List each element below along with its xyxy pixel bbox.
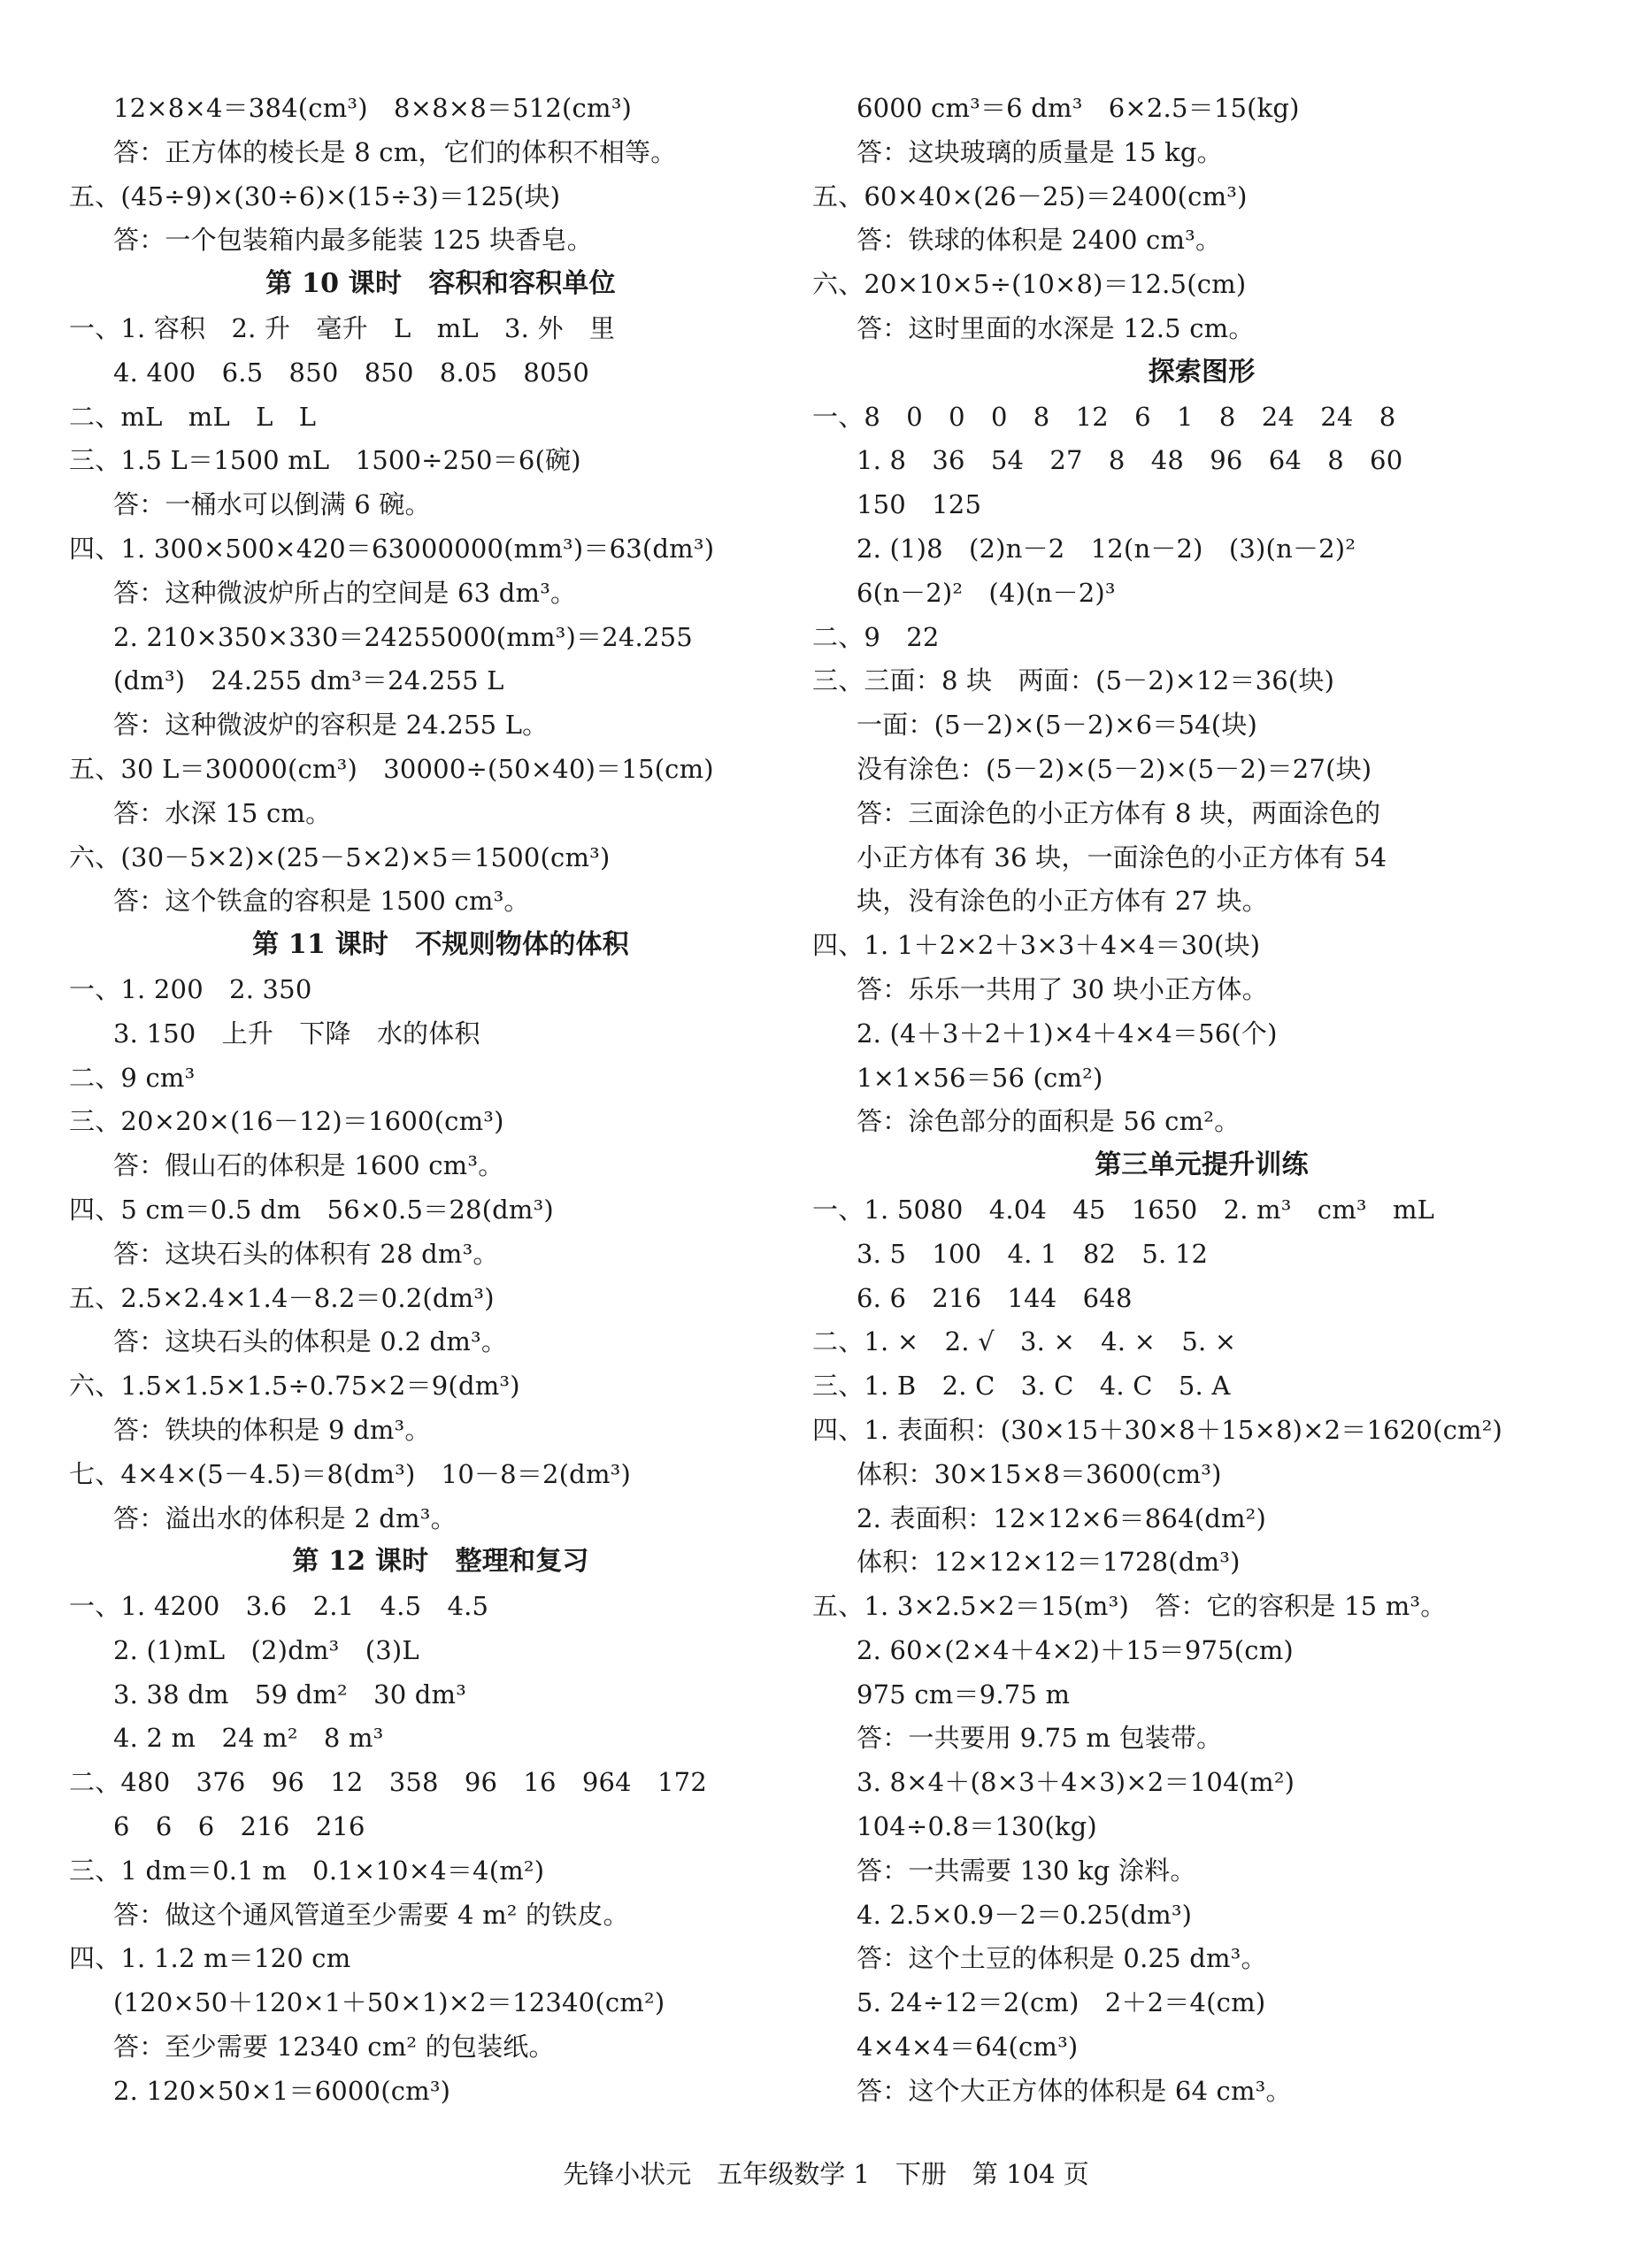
answer-line: 七、4×4×(5－4.5)＝8(dm³) 10－8＝2(dm³) xyxy=(69,1458,631,1489)
answer-line: 2. 210×350×330＝24255000(mm³)＝24.255 xyxy=(113,621,693,652)
answer-line: 一、1. 4200 3.6 2.1 4.5 4.5 xyxy=(69,1591,489,1622)
answer-line: 3. 150 上升 下降 水的体积 xyxy=(113,1018,480,1049)
answer-line: 五、30 L＝30000(cm³) 30000÷(50×40)＝15(cm) xyxy=(69,753,714,784)
answer-line: 体积：12×12×12＝1728(dm³) xyxy=(857,1547,1241,1578)
answer-line: 三、1 dm＝0.1 m 0.1×10×4＝4(m²) xyxy=(69,1855,545,1886)
answer-line: 五、(45÷9)×(30÷6)×(15÷3)＝125(块) xyxy=(69,181,561,211)
answer-line: 2. (4＋3＋2＋1)×4＋4×4＝56(个) xyxy=(857,1018,1278,1049)
answer-line: 2. 120×50×1＝6000(cm³) xyxy=(113,2075,451,2106)
answer-line: 2. (1)mL (2)dm³ (3)L xyxy=(113,1634,419,1665)
answer-line: 4. 2.5×0.9－2＝0.25(dm³) xyxy=(857,1899,1193,1930)
answer-line: 六、1.5×1.5×1.5÷0.75×2＝9(dm³) xyxy=(69,1371,520,1402)
section-heading: 第 12 课时 整理和复习 xyxy=(292,1546,589,1578)
left-column xyxy=(69,86,812,2113)
section-heading: 第 11 课时 不规则物体的体积 xyxy=(252,929,629,961)
answer-line: 4. 400 6.5 850 850 8.05 8050 xyxy=(113,357,590,388)
answer-line: 一、1. 200 2. 350 xyxy=(69,973,312,1004)
section-heading: 第 10 课时 容积和容积单位 xyxy=(265,268,616,300)
answer-line: 三、1. B 2. C 3. C 4. C 5. A xyxy=(812,1371,1231,1402)
answer-line: 六、(30－5×2)×(25－5×2)×5＝1500(cm³) xyxy=(69,841,611,872)
answer-line: 答：这块石头的体积是 0.2 dm³。 xyxy=(113,1326,508,1357)
answer-line: 975 cm＝9.75 m xyxy=(857,1679,1071,1710)
answer-line: 答：乐乐一共用了 30 块小正方体。 xyxy=(857,973,1268,1004)
answer-line: 六、20×10×5÷(10×8)＝12.5(cm) xyxy=(812,269,1247,300)
answer-line: 一、1. 5080 4.04 45 1650 2. m³ cm³ mL xyxy=(812,1194,1435,1225)
answer-line: 104÷0.8＝130(kg) xyxy=(857,1811,1097,1842)
answer-line: 答：铁球的体积是 2400 cm³。 xyxy=(857,225,1222,256)
answer-line: 二、9 22 xyxy=(812,621,940,652)
answer-line: 一、8 0 0 0 8 12 6 1 8 24 24 8 xyxy=(812,401,1396,432)
section-heading: 第三单元提升训练 xyxy=(1095,1149,1309,1181)
answer-line: 体积：30×15×8＝3600(cm³) xyxy=(857,1458,1222,1489)
answer-line: 四、1. 300×500×420＝63000000(mm³)＝63(dm³) xyxy=(69,533,715,564)
answer-line: 答：涂色部分的面积是 56 cm²。 xyxy=(857,1106,1241,1137)
answer-line: 3. 38 dm 59 dm² 30 dm³ xyxy=(113,1679,467,1710)
answer-line: 6 6 6 216 216 xyxy=(113,1811,365,1842)
right-column xyxy=(812,86,1591,2113)
answer-line: 二、9 cm³ xyxy=(69,1062,196,1093)
answer-line: 没有涂色：(5－2)×(5－2)×(5－2)＝27(块) xyxy=(857,753,1372,784)
answer-line: (dm³) 24.255 dm³＝24.255 L xyxy=(113,665,504,696)
answer-line: 6. 6 216 144 648 xyxy=(857,1282,1133,1313)
answer-line: 6(n－2)² (4)(n－2)³ xyxy=(857,577,1116,608)
answer-line: 答：这种微波炉所占的空间是 63 dm³。 xyxy=(113,577,577,608)
answer-line: 答：一个包装箱内最多能装 125 块香皂。 xyxy=(113,225,593,256)
answer-line: 四、5 cm＝0.5 dm 56×0.5＝28(dm³) xyxy=(69,1194,554,1225)
answer-line: 答：正方体的棱长是 8 cm，它们的体积不相等。 xyxy=(113,136,677,167)
answer-line: 12×8×4＝384(cm³) 8×8×8＝512(cm³) xyxy=(113,93,633,123)
answer-line: 2. (1)8 (2)n－2 12(n－2) (3)(n－2)² xyxy=(857,533,1356,564)
answer-line: 三、20×20×(16－12)＝1600(cm³) xyxy=(69,1106,504,1137)
answer-line: 答：这个铁盒的容积是 1500 cm³。 xyxy=(113,886,530,917)
answer-line: 答：这个大正方体的体积是 64 cm³。 xyxy=(857,2075,1292,2106)
answer-line: 二、1. × 2. √ 3. × 4. × 5. × xyxy=(812,1326,1237,1357)
answer-line: 二、480 376 96 12 358 96 16 964 172 xyxy=(69,1767,707,1798)
answer-line: 答：这块玻璃的质量是 15 kg。 xyxy=(857,136,1223,167)
answer-line: 2. 60×(2×4＋4×2)＋15＝975(cm) xyxy=(857,1634,1294,1665)
answer-line: 答：一桶水可以倒满 6 碗。 xyxy=(113,489,431,520)
answer-line: 小正方体有 36 块，一面涂色的小正方体有 54 xyxy=(857,841,1387,872)
answer-line: 块，没有涂色的小正方体有 27 块。 xyxy=(857,886,1268,917)
answer-line: 答：这个土豆的体积是 0.25 dm³。 xyxy=(857,1943,1267,1974)
answer-line: 五、2.5×2.4×1.4－8.2＝0.2(dm³) xyxy=(69,1282,495,1313)
answer-line: 四、1. 表面积：(30×15＋30×8＋15×8)×2＝1620(cm²) xyxy=(812,1414,1503,1445)
answer-line: 4×4×4＝64(cm³) xyxy=(857,2032,1079,2063)
answer-line: 答：这时里面的水深是 12.5 cm。 xyxy=(857,312,1255,343)
answer-line: 一、1. 容积 2. 升 毫升 L mL 3. 外 里 xyxy=(69,312,616,343)
answer-line: 150 125 xyxy=(857,489,982,520)
answer-line: 五、60×40×(26－25)＝2400(cm³) xyxy=(812,181,1248,211)
answer-line: 三、1.5 L＝1500 mL 1500÷250＝6(碗) xyxy=(69,445,581,476)
answer-line: 答：做这个通风管道至少需要 4 m² 的铁皮。 xyxy=(113,1899,629,1930)
section-heading: 探索图形 xyxy=(1148,356,1256,388)
answer-line: 答：一共要用 9.75 m 包装带。 xyxy=(857,1723,1223,1754)
answer-line: 一面：(5－2)×(5－2)×6＝54(块) xyxy=(857,710,1258,741)
answer-line: 答：溢出水的体积是 2 dm³。 xyxy=(113,1502,457,1533)
page-footer: 先锋小状元 五年级数学 1 下册 第 104 页 xyxy=(563,2159,1089,2189)
answer-line: 答：这种微波炉的容积是 24.255 L。 xyxy=(113,710,549,741)
answer-line: 5. 24÷12＝2(cm) 2＋2＝4(cm) xyxy=(857,1987,1266,2018)
answer-line: 3. 8×4＋(8×3＋4×3)×2＝104(m²) xyxy=(857,1767,1295,1798)
answer-line: 4. 2 m 24 m² 8 m³ xyxy=(113,1723,384,1754)
answer-line: 二、mL mL L L xyxy=(69,401,317,432)
answer-line: 四、1. 1＋2×2＋3×3＋4×4＝30(块) xyxy=(812,930,1261,961)
answer-line: 答：这块石头的体积有 28 dm³。 xyxy=(113,1238,499,1269)
answer-line: 2. 表面积：12×12×6＝864(dm²) xyxy=(857,1502,1267,1533)
answer-line: (120×50＋120×1＋50×1)×2＝12340(cm²) xyxy=(113,1987,665,2018)
answer-line: 1×1×56＝56 (cm²) xyxy=(857,1062,1103,1093)
answer-line: 五、1. 3×2.5×2＝15(m³) 答：它的容积是 15 m³。 xyxy=(812,1591,1447,1622)
answer-line: 答：铁块的体积是 9 dm³。 xyxy=(113,1414,431,1445)
answer-line: 四、1. 1.2 m＝120 cm xyxy=(69,1943,351,1974)
answer-line: 答：一共需要 130 kg 涂料。 xyxy=(857,1855,1196,1886)
answer-line: 6000 cm³＝6 dm³ 6×2.5＝15(kg) xyxy=(857,93,1300,123)
answer-line: 答：至少需要 12340 cm² 的包装纸。 xyxy=(113,2032,555,2063)
answer-line: 答：假山石的体积是 1600 cm³。 xyxy=(113,1150,504,1181)
answer-line: 答：水深 15 cm。 xyxy=(113,797,332,828)
answer-line: 三、三面：8 块 两面：(5－2)×12＝36(块) xyxy=(812,665,1335,696)
answer-line: 3. 5 100 4. 1 82 5. 12 xyxy=(857,1238,1209,1269)
answer-line: 1. 8 36 54 27 8 48 96 64 8 60 xyxy=(857,445,1403,476)
answer-line: 答：三面涂色的小正方体有 8 块，两面涂色的 xyxy=(857,797,1381,828)
